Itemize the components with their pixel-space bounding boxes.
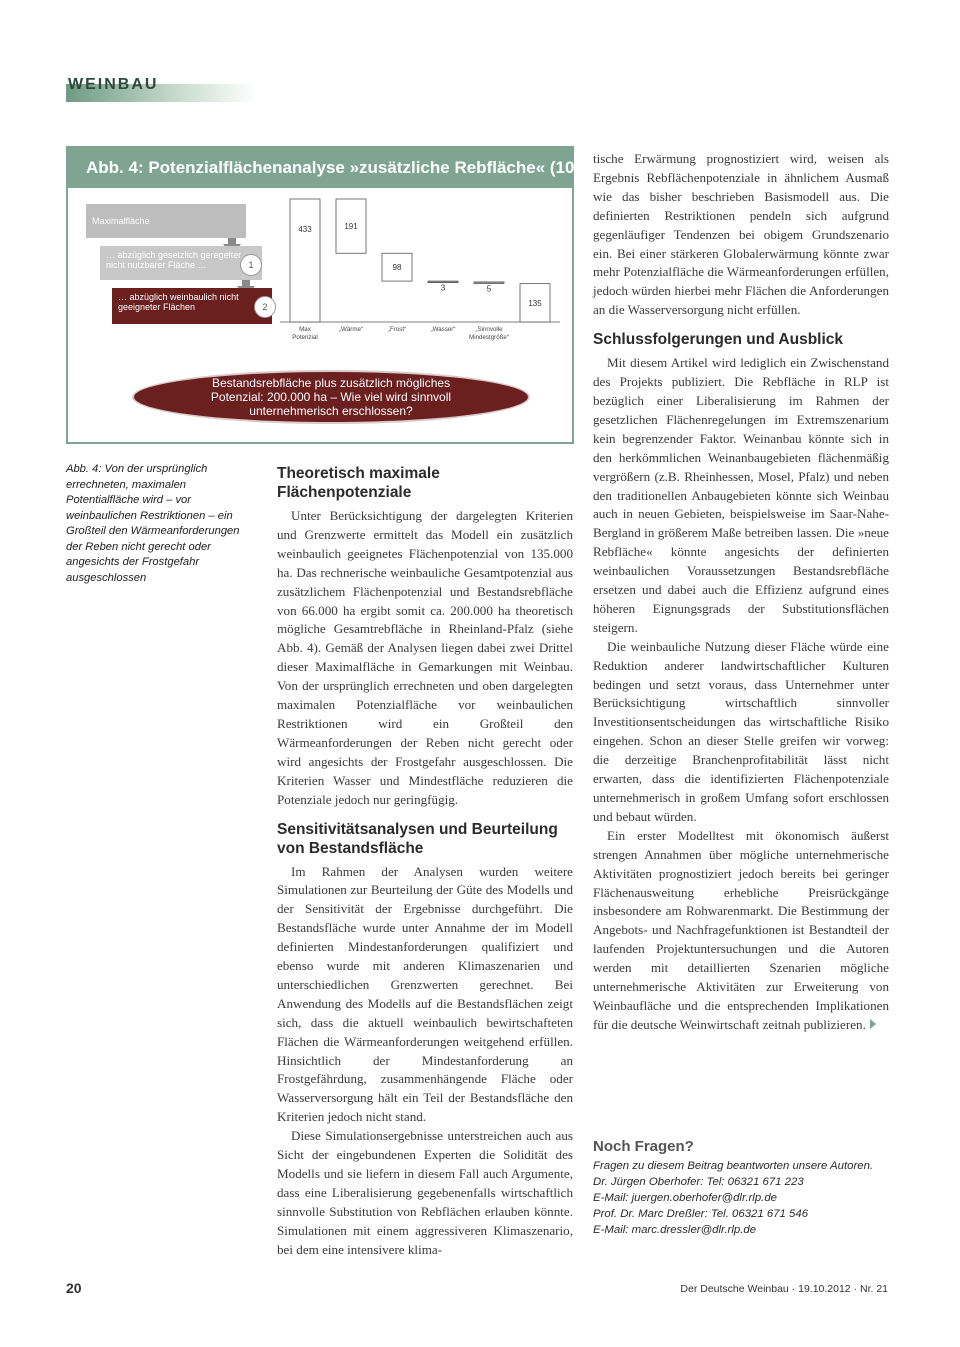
paragraph-text: Ein erster Modelltest mit ökonomisch äußerst strengen Annahmen über mögliche unternehmerische Aktivitäten prognostiziert jedoch bereits bei geringer Flächenausweitung erhebliche Preisrückgänge insbesondere am Rohwarenmarkt. Die Bestimmung der Angebots- und Nachfragefunktionen ist Bestandteil der laufenden Projektuntersuchungen und die Autoren werden mit detaillierten Szenarien mögliche unternehmerische Aktivitäten zur Erweiterung von Weinbaufläche und die entsprechenden Implikationen für die deutsche Weinwirtschaft zeitnah publizieren. — [593, 827, 889, 1032]
summary-ellipse — [134, 372, 528, 422]
end-of-article-icon — [870, 1019, 876, 1029]
paragraph: Diese Simulationsergebnisse unterstreichen auch aus Sicht der eingebundenen Experten die Solidität des Modells und sie liefern in diesem Fall auch Argumente, dass eine Liberalisierung gegebenenfalls wirtschaftlich sinnvolle Substitution von Rebflächen erlauben könnte. Simulationen mit einem aggressiveren Klimaszenario, bei dem eine intensivere klima- — [277, 1128, 573, 1257]
article-column-middle — [277, 464, 573, 1260]
step-weinbaulich: … abzüglich weinbaulich nicht geeigneter Flächen — [112, 288, 272, 324]
heading-schluss: Schlussfolgerungen und Ausblick — [593, 331, 844, 349]
chart-data-label: 5 — [486, 284, 492, 294]
contact-email-link[interactable]: E-Mail: marc.dressler@dlr.rlp.de — [593, 1224, 757, 1236]
section-label: WEINBAU — [68, 76, 159, 93]
paragraph: Im Rahmen der Analysen wurden weitere Simulationen zur Beurteilung der Güte des Modells und der Sensitivität der Ergebnisse durchgeführt. Die Bestandsfläche wurde unter Annahme der im Modell definierten Mindestanforderungen qualifiziert und ebenso wurde mit anderen Klimaszenarien und unterschiedlichen Grenzwerten gerechnet. Bei Anwendung des Modells auf die Bestandsflächen zeigt sich, dass die aktuell weinbaulich bewirtschafteten Flächen die Wärmeanforderungen weitgehend erfüllen. Hinsichtlich der Mindestanforderung an Frostgefährdung, zusammenhängende Fläche oder Wasserversorgung hält ein Teil der Bestandsfläche den Kriterien jedoch nicht stand. — [277, 863, 573, 1125]
heading-theoretisch: Theoretisch maximale Flächenpotenziale — [277, 465, 440, 501]
chart-category-label: „Wasser“ — [430, 326, 456, 333]
step-maximalflaeche: Maximalfläche — [86, 204, 246, 238]
paragraph: Unter Berücksichtigung der dargelegten Kriterien und Grenzwerte ermittelt das Modell ein zusätzlich weinbaulich geeignetes Flächenpotenzial von 135.000 ha. Das rechnerische weinbauliche Gesamtpotenzial aus zusätzlichem Flächenpotenzial und Bestandsrebfläche von 66.000 ha ergibt somit ca. 200.000 ha theoretisch mögliche Gesamtrebfläche in Rheinland-Pfalz (siehe Abb. 4). Gemäß der Analysen liegen dabei zwei Drittel dieser Maximalfläche in Gemarkungen mit Weinbau. Von der ursprünglich errechneten und oben dargelegten maximalen Potenzialfläche vor weinbaulichen Restriktionen wird ein Großteil den Wärmeanforderungen der Reben nicht gerecht oder wird angesichts der Frostgefahr ausgeschlossen. Die Kriterien Wasser und Mindestfläche reduzieren die Potenziale jedoch nur geringfügig. — [277, 508, 573, 807]
chart-data-label: 191 — [344, 222, 358, 231]
contact-email-link[interactable]: E-Mail: juergen.oberhofer@dlr.rlp.de — [593, 1192, 777, 1204]
chart-data-label: 3 — [440, 283, 446, 293]
chart-category-label: „Sinnvolle — [475, 326, 503, 333]
chart-category-label: „Wärme“ — [338, 326, 364, 333]
waterfall-chart — [280, 194, 570, 364]
journal-info: Der Deutsche Weinbau · 19.10.2012 · Nr. 21 — [680, 1283, 888, 1295]
contact-line: Fragen zu diesem Beitrag beantworten unsere Autoren. — [593, 1160, 874, 1172]
figure-body — [68, 188, 572, 442]
paragraph — [593, 827, 889, 1035]
chart-bar — [290, 199, 320, 322]
summary-text: Bestandsrebfläche plus zusätzlich mögliches Potenzial: 200.000 ha – Wie viel wird sinnvoll unternehmerisch erschlossen? — [210, 376, 452, 418]
heading-sensitivitaet: Sensitivitätsanalysen und Beurteilung von Bestandsfläche — [277, 820, 558, 857]
contact-title: Noch Fragen? — [593, 1138, 694, 1155]
chart-category-label: Potenzial — [292, 334, 318, 341]
chart-category-label: Max — [299, 326, 311, 333]
contact-line: Prof. Dr. Marc Dreßler: Tel. 06321 671 546 — [593, 1208, 809, 1220]
figure-caption: Abb. 4: Von der ursprünglich errechneten, maximalen Potentialfläche wird – vor weinbaulichen Restriktionen – ein Großteil den Wärmeanforderungen der Reben nicht gerecht oder angesichts der Frostgefahr ausgeschlossen — [66, 463, 240, 584]
step-gesetzlich: … abzüglich gesetzlich geregelter nicht nutzbarer Fläche … — [100, 246, 262, 280]
chart-data-label: 98 — [392, 263, 402, 273]
chart-category-label: „Frost“ — [387, 326, 407, 333]
chart-category-label: Mindestgröße“ — [469, 334, 509, 341]
paragraph: Mit diesem Artikel wird lediglich ein Zwischenstand des Projekts publiziert. Die Rebfläche in RLP ist bezüglich einer Liberalisierung im Rahmen der gesetzlichen Flächenregelungen im Extremszenarium kein begrenzender Faktor. Weinanbau könnte sich in den herkömmlichen Weinanbaugebieten flächenmäßig vergrößern (z.B. Rheinhessen, Mosel, Pfalz) und neben den traditionellen Anbaugebieten könnte sich Weinbau auch in neuen Gebieten, beispielsweise im Saar-Nahe-Bergland in größerem Maße betreiben lassen. Die »neue Rebfläche« könnte angesichts der definierten weinbaulichen Voraussetzungen Bestandsrebfläche ersetzen und dabei auch die Effizienz aufgrund eines höheren Eignungsgrads der Substitutionsflächen steigern. — [593, 355, 889, 635]
contact-line: Dr. Jürgen Oberhofer: Tel: 06321 671 223 — [593, 1176, 804, 1188]
chart-bar — [474, 282, 504, 284]
chart-bar — [428, 281, 458, 283]
paragraph: tische Erwärmung prognostiziert wird, weisen als Ergebnis Rebflächenpotenziale in ähnlichem Ausmaß wie das bisher beschrieben Basismodell aus. Die definierten Restriktionen pendeln sich aufgrund gegenläufiger Tendenzen bei obigem Grundszenario ein. Bei einer stärkeren Globalerwärmung könnte zwar mehr Potenzialfläche die Wärmeanforderungen erfüllen, jedoch würden hierbei mehr Flächen die Anforderungen an die Wasserversorgung nicht erfüllen. — [593, 151, 889, 318]
paragraph: Die weinbauliche Nutzung dieser Fläche würde eine Reduktion anderer landwirtschaftlicher Kulturen bedingen und setzt voraus, dass Unternehmer unter Berücksichtigung wirtschaftlich sinnvoller Investitionsentscheidungen das wirtschaftliche Risiko eingehen. Schon an dieser Stelle greifen wir vorweg: die derzeitige Branchenprofitabilität lässt nicht erwarten, dass die identifizierten Flächenpotenziale unternehmerisch in großem Umfang sofort erschlossen und bebaut würden. — [593, 638, 889, 824]
contact-box — [593, 1138, 893, 1238]
step-number-badge: 2 — [254, 296, 276, 318]
chart-data-label: 433 — [298, 225, 312, 234]
step-number-badge: 1 — [240, 254, 262, 276]
figure-title: Abb. 4: Potenzialflächenanalyse »zusätzliche Rebfläche« (1000 ha) — [68, 148, 572, 188]
figure-box — [66, 146, 624, 444]
article-column-right — [593, 150, 889, 1035]
chart-data-label: 135 — [528, 298, 542, 308]
page-number: 20 — [66, 1280, 82, 1296]
